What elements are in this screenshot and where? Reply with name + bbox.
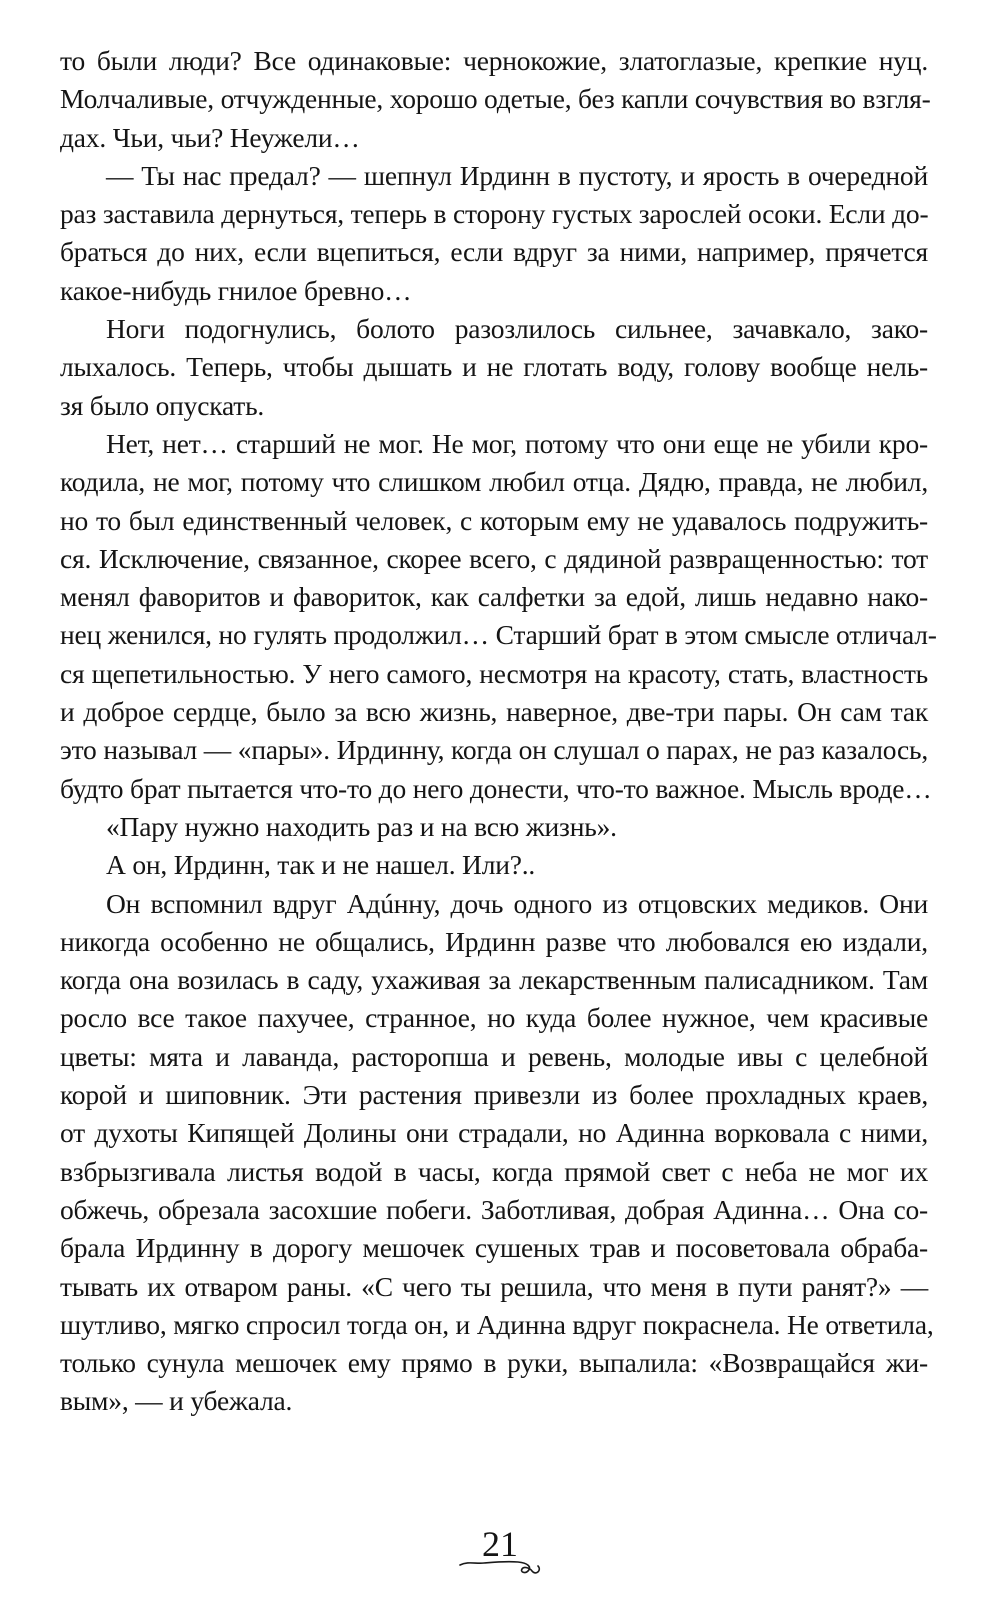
text-line: Молчаливые, отчужденные, хорошо одетые, без капли сочувствия во взгля- [60,83,931,115]
page-footer [0,1520,1000,1580]
page-number: 21 [482,1524,518,1564]
text-line: «Пару нужно находить раз и на всю жизнь». [106,810,617,842]
text-line: только сунула мешочек ему прямо в руки, выпалила: «Возвращайся жи- [60,1347,928,1379]
text-line: зя было опускать. [60,389,265,421]
text-line: какое-нибудь гнилое бревно… [60,274,412,306]
text-line: никогда особенно не общались, Ирдинн разве что любовался ею издали, [60,925,928,957]
text-line: Он вспомнил вдруг Адúнну, дочь одного из отцовских медиков. Они [106,887,928,919]
text-line: когда она возилась в саду, ухаживая за лекарственным палисадником. Там [60,964,928,996]
page-number-ornament [454,1520,546,1580]
text-line: корой и шиповник. Эти растения привезли из более прохладных краев, [60,1079,928,1111]
text-line: А он, Ирдинн, так и не нашел. Или?.. [106,849,536,881]
text-line: цветы: мята и лаванда, расторопша и ревень, молодые ивы с целебной [60,1040,928,1072]
text-line: вым», — и убежала. [60,1385,293,1417]
text-line: дах. Чьи, чьи? Неужели… [60,121,360,153]
text-line: Ноги подогнулись, болото разозлилось сильнее, зачавкало, зако- [106,313,928,345]
text-line: лыхалось. Теперь, чтобы дышать и не глотать воду, голову вообще нель- [60,351,928,383]
text-line: Нет, нет… старший не мог. Не мог, потому что они еще не убили кро- [106,427,928,459]
text-line: то были люди? Все одинаковые: чернокожие, златоглазые, крепкие нуц. [60,45,928,76]
text-line: кодила, не мог, потому что слишком любил отца. Дядю, правда, не любил, [60,466,928,498]
text-line: шутливо, мягко спросил тогда он, и Адинна вдруг покраснела. Не ответила, [60,1308,934,1340]
text-line: раз заставила дернуться, теперь в сторону густых зарослей осоки. Если до- [60,198,929,230]
text-line: но то был единственный человек, с которым ему не удавалось подружить- [60,504,928,536]
text-line: от духоты Кипящей Долины они страдали, но Адинна ворковала с ними, [60,1117,928,1149]
text-line: нец женился, но гулять продолжил… Старший брат в этом смысле отличал- [60,619,937,651]
text-line: это называл — «пары». Ирдинну, когда он слушал о парах, не раз казалось, [60,734,928,766]
text-line: брала Ирдинну в дорогу мешочек сушеных трав и посоветовала обраба- [60,1232,928,1264]
text-line: взбрызгивала листья водой в часы, когда прямой свет с неба не мог их [60,1155,928,1187]
page-text-block [60,42,937,1421]
text-line: менял фаворитов и фавориток, как салфетки за едой, лишь недавно нако- [60,581,928,613]
text-line: и доброе сердце, было за всю жизнь, наверное, две-три пары. Он сам так [60,696,928,728]
text-line: тывать их отваром раны. «С чего ты решила, что меня в пути ранят?» — [60,1270,928,1302]
text-line: — Ты нас предал? — шепнул Ирдинн в пустоту, и ярость в очередной [106,159,928,191]
text-line: ся щепетильностью. У него самого, несмотря на красоту, стать, властность [60,657,928,689]
text-line: обжечь, обрезала засохшие побеги. Заботливая, добрая Адинна… Она со- [60,1193,928,1225]
text-line: браться до них, если вцепиться, если вдруг за ними, например, прячется [60,236,928,268]
text-line: будто брат пытается что-то до него донести, что-то важное. Мысль вроде… [60,772,932,804]
text-line: ся. Исключение, связанное, скорее всего, с дядиной развращенностью: тот [60,542,928,574]
text-line: росло все такое пахучее, странное, но куда более нужное, чем красивые [60,1002,928,1034]
